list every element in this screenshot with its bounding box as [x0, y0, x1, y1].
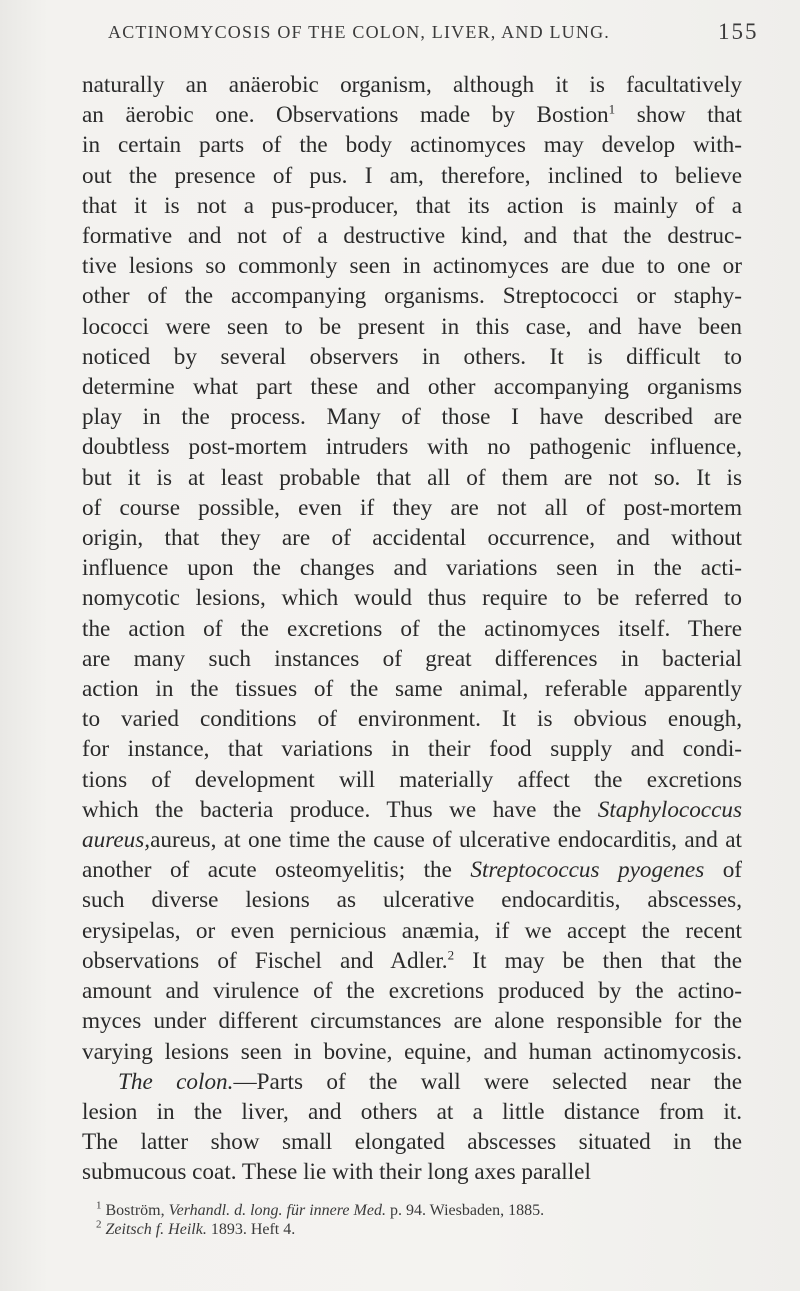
text-line: such diverse lesions as ulcerative endocarditis, abscesses, [82, 887, 742, 914]
text-line: to varied conditions of environment. It is obvious enough, [82, 706, 742, 733]
footnote-ref: 1 [608, 101, 616, 117]
text-line: of course possible, even if they are not all of post-mortem [82, 494, 742, 521]
species-name: Streptococcus pyogenes [470, 857, 705, 884]
text-line: the action of the excretions of the actinomyces itself. There [82, 615, 742, 642]
text-line: another of acute osteomyelitis; the Streptococcus pyogenes of [82, 857, 743, 884]
footnote-ref: 2 [447, 947, 455, 963]
text-line: amount and virulence of the excretions produced by the actino- [82, 978, 742, 1005]
text-line: determine what part these and other accompanying organisms [82, 374, 742, 401]
text-line: myces under different circumstances are alone responsible for the [82, 1008, 742, 1035]
text-line: lesion in the liver, and others at a little distance from it. [82, 1098, 742, 1125]
text-line: doubtless post-mortem intruders with no pathogenic influence, [82, 434, 742, 461]
text-line: action in the tissues of the same animal, referable apparently [82, 676, 742, 703]
text-line: for instance, that variations in their food supply and condi- [82, 736, 742, 763]
text-line: but it is at least probable that all of them are not so. It is [82, 464, 742, 491]
text-line: aureus,aureus, at one time the cause of ulcerative endocarditis, and at [82, 827, 742, 854]
text-line: The latter show small elongated abscesses situated in the [82, 1129, 742, 1156]
footnote-title: Verhandl. d. long. für innere Med. [168, 1202, 386, 1219]
footnote [96, 1220, 736, 1239]
body-text [82, 70, 742, 1188]
running-header: ACTINOMYCOSIS OF THE COLON, LIVER, AND LUNG. [108, 22, 610, 42]
text-line: that it is not a pus-producer, that its action is mainly of a [82, 192, 742, 219]
text-line: out the presence of pus. I am, therefore, inclined to believe [82, 162, 742, 189]
footnote-author: Boström, [105, 1202, 165, 1219]
section-heading: The colon. [118, 1068, 234, 1095]
text-line: play in the process. Many of those I have described are [82, 404, 742, 431]
text-line: noticed by several observers in others. It is difficult to [82, 343, 742, 370]
species-name: aureus, [82, 827, 151, 854]
footnote-number: 1 [96, 1199, 102, 1212]
species-name: Staphylococcus [597, 796, 742, 823]
footnote-detail: 1893. Heft 4. [206, 1221, 296, 1238]
footnotes [96, 1201, 736, 1239]
text-line: The colon.—Parts of the wall were selected near the [118, 1068, 743, 1095]
text-line: tive lesions so commonly seen in actinomyces are due to one or [82, 253, 742, 280]
footnote-title: Zeitsch f. Heilk. [105, 1221, 207, 1238]
text-line: formative and not of a destructive kind, and that the destruc- [82, 223, 742, 250]
text-line: observations of Fischel and Adler.$^2$ It may be then that the [82, 947, 742, 974]
text-line: an äerobic one. Observations made by Bostion$^1$ show that [82, 101, 742, 129]
text-line: submucous coat. These lie with their long axes parallel [82, 1159, 591, 1186]
text-line: naturally an anäerobic organism, although it is facultatively [82, 72, 742, 98]
text-line: lococci were seen to be present in this case, and have been [82, 313, 742, 340]
text-line: are many such instances of great differences in bacterial [82, 645, 742, 672]
footnote-detail: p. 94. Wiesbaden, 1885. [385, 1202, 545, 1219]
footnote-number: 2 [96, 1218, 102, 1231]
text-line: origin, that they are of accidental occurrence, and without [82, 525, 742, 552]
text-line: erysipelas, or even pernicious anæmia, if we accept the recent [82, 917, 742, 944]
text-line: nomycotic lesions, which would thus require to be referred to [82, 585, 742, 612]
text-line: other of the accompanying organisms. Streptococci or staphy- [82, 283, 742, 310]
page-number: 155 [718, 19, 759, 44]
text-line: influence upon the changes and variations seen in the acti- [82, 555, 742, 582]
footnote [96, 1201, 736, 1220]
text-line: which the bacteria produce. Thus we have the Staphylococcus [82, 796, 742, 823]
text-line: varying lesions seen in bovine, equine, and human actinomycosis. [82, 1038, 742, 1065]
text-line: in certain parts of the body actinomyces may develop with- [82, 132, 742, 159]
text-line: tions of development will materially affect the excretions [82, 766, 742, 793]
